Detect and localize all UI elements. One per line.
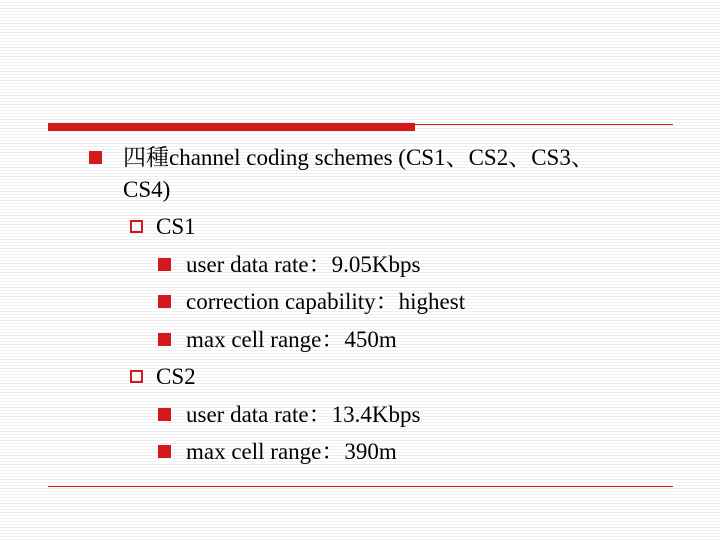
title-divider-thick: [48, 123, 415, 131]
bullet-text-cs2-data-rate: user data rate：13.4Kbps: [186, 402, 421, 427]
bullet-text-cs2: CS2: [156, 364, 196, 389]
footer-divider: [48, 486, 673, 487]
filled-square-bullet-icon: [89, 151, 102, 164]
filled-square-bullet-icon: [158, 258, 171, 271]
hollow-square-bullet-icon: [130, 220, 143, 233]
bullet-text-schemes-line-2: CS4): [123, 177, 171, 202]
bullet-text-cs1-range: max cell range：450m: [186, 327, 397, 352]
bullet-text-schemes-line-1: 四種channel coding schemes (CS1、CS2、CS3、: [123, 145, 594, 170]
bullet-text-cs1-data-rate: user data rate：9.05Kbps: [186, 252, 421, 277]
filled-square-bullet-icon: [158, 295, 171, 308]
bullet-text-cs1-correction: correction capability：highest: [186, 289, 466, 314]
bullet-text-cs2-range: max cell range：390m: [186, 439, 397, 464]
bullet-text-cs1: CS1: [156, 214, 196, 239]
title-divider-thin: [415, 124, 673, 125]
filled-square-bullet-icon: [158, 408, 171, 421]
filled-square-bullet-icon: [158, 333, 171, 346]
hollow-square-bullet-icon: [130, 370, 143, 383]
filled-square-bullet-icon: [158, 445, 171, 458]
